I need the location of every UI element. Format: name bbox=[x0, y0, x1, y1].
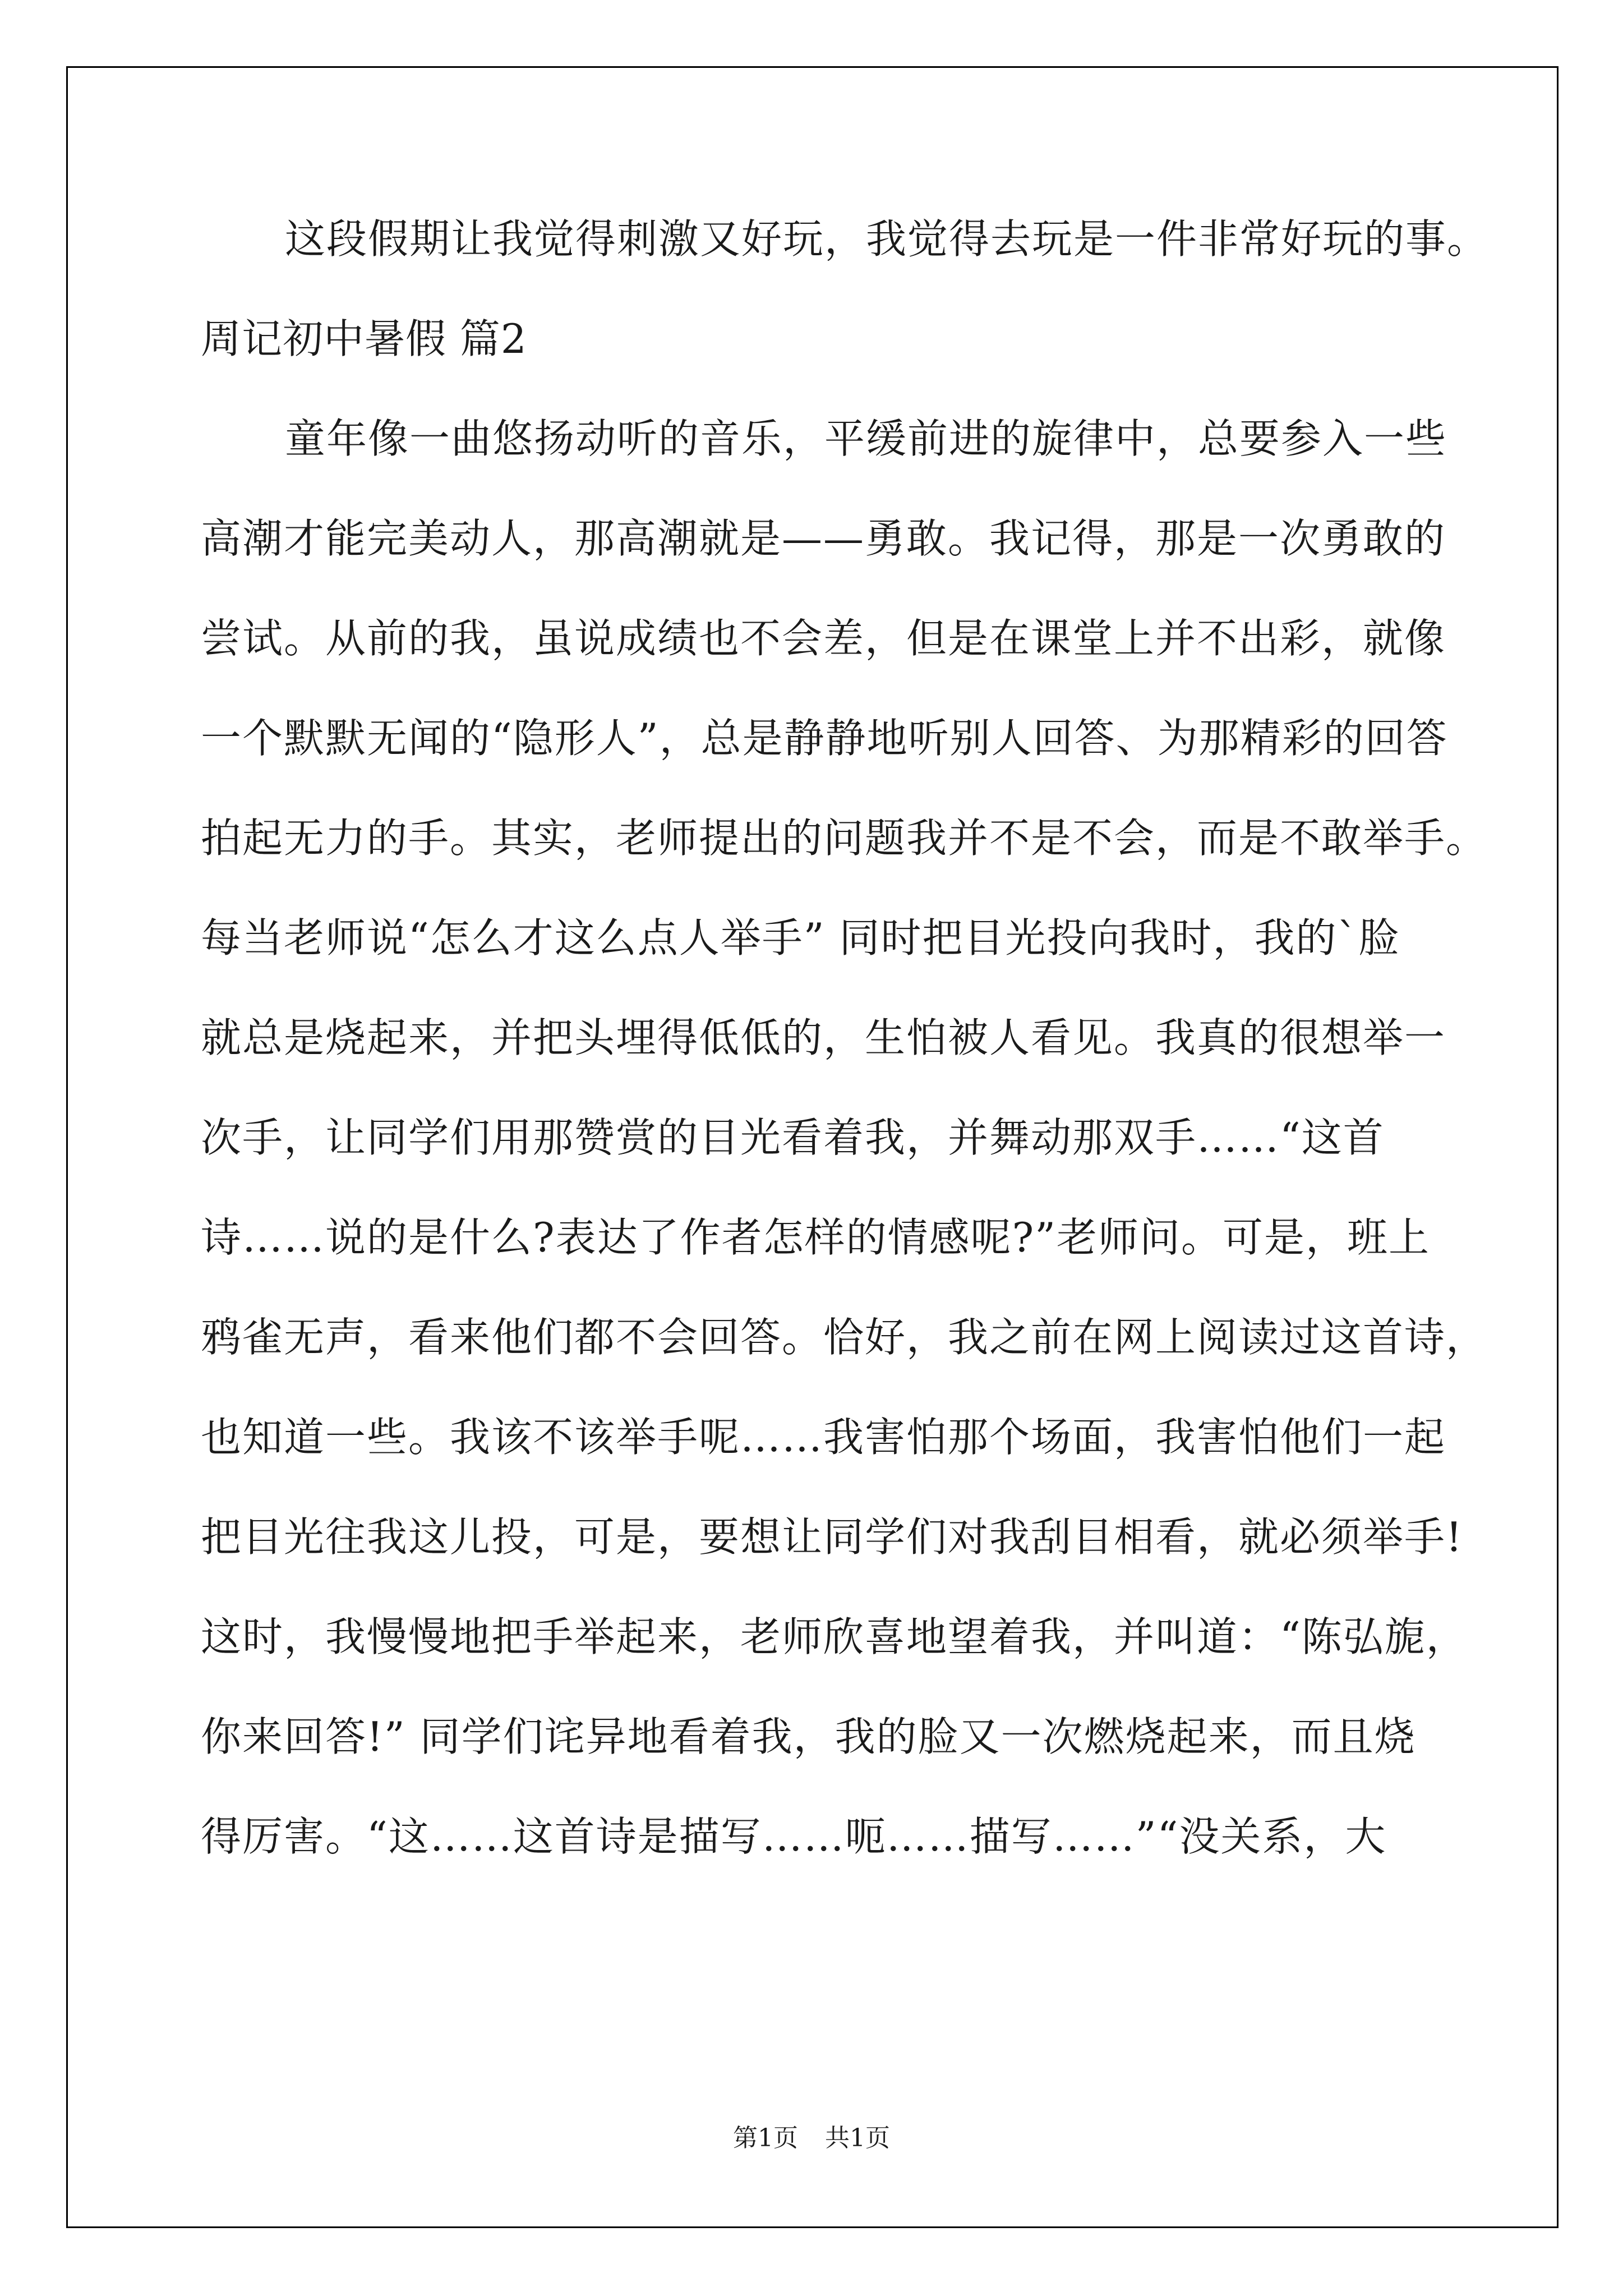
paragraph-line: 尝试。从前的我，虽说成绩也不会差，但是在课堂上并不出彩，就像 bbox=[201, 615, 1446, 662]
paragraph-line: 次手，让同学们用那赞赏的目光看着我，并舞动那双手……“这首 bbox=[201, 1114, 1385, 1161]
paragraph-line: 一个默默无闻的“隐形人”，总是静静地听别人回答、为那精彩的回答 bbox=[201, 715, 1448, 762]
paragraph-line: 得厉害。“这……这首诗是描写……呃……描写……”“没关系，大 bbox=[201, 1813, 1387, 1860]
paragraph-line: 鸦雀无声，看来他们都不会回答。恰好，我之前在网上阅读过这首诗， bbox=[201, 1314, 1488, 1361]
paragraph-line: 就总是烧起来，并把头埋得低低的，生怕被人看见。我真的很想举一 bbox=[201, 1014, 1446, 1061]
section-heading: 周记初中暑假 篇2 bbox=[201, 315, 527, 362]
page-number-total: 共1页 bbox=[825, 2124, 890, 2152]
paragraph-line: 这段假期让我觉得刺激又好玩，我觉得去玩是一件非常好玩的事。 bbox=[285, 215, 1489, 263]
paragraph-line: 这时，我慢慢地把手举起来，老师欣喜地望着我，并叫道：“陈弘旎， bbox=[201, 1613, 1468, 1660]
paragraph-line: 童年像一曲悠扬动听的音乐，平缓前进的旋律中，总要参入一些 bbox=[285, 415, 1447, 462]
paragraph-line: 把目光往我这儿投，可是，要想让同学们对我刮目相看，就必须举手! bbox=[201, 1513, 1463, 1561]
paragraph-line: 拍起无力的手。其实，老师提出的问题我并不是不会，而是不敢举手。 bbox=[201, 815, 1488, 862]
paragraph-line: 高潮才能完美动人，那高潮就是——勇敢。我记得，那是一次勇敢的 bbox=[201, 515, 1446, 562]
document-body bbox=[201, 215, 1489, 1916]
page-footer bbox=[0, 2118, 1623, 2154]
paragraph-line: 你来回答!” 同学们诧异地看着我，我的脸又一次燃烧起来，而且烧 bbox=[201, 1713, 1416, 1760]
paragraph-line: 每当老师说“怎么才这么点人举手” 同时把目光投向我时，我的`脸 bbox=[201, 914, 1400, 961]
page-number-current: 第1页 bbox=[733, 2124, 798, 2152]
paragraph-line: 诗……说的是什么?表达了作者怎样的情感呢?”老师问。可是，班上 bbox=[201, 1214, 1431, 1261]
paragraph-line: 也知道一些。我该不该举手呢……我害怕那个场面，我害怕他们一起 bbox=[201, 1414, 1446, 1461]
